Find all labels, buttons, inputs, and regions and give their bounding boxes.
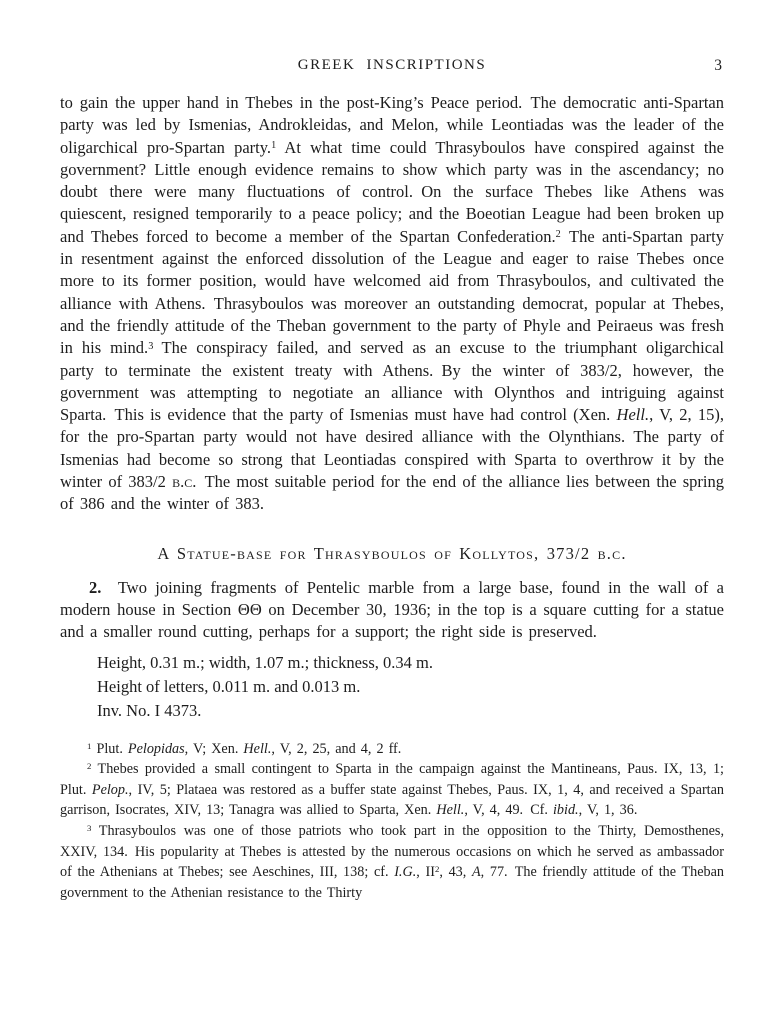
- footnote-3: $^3$ Thrasyboulos was one of those patriots who took part in the opposition to the Thirty, Demosthenes, XXIV, 134. His popularity at Thebes is attested by the numerous occasions on which he served as ambassador of the Athenians at Thebes; see Aeschines, III, 138; cf. I.G., $II^2$, 43, A, 77. The friendly attitude of the Theban government to the Athenian resistance to the Thirty: [60, 822, 725, 901]
- measurement-line-inventory-number: Inv. No. I 4373.: [97, 700, 202, 720]
- section-heading: A Statue-base for Thrasyboulos of Kollytos, 373/2 b.c.: [157, 543, 627, 563]
- page-title: GREEK INSCRIPTIONS: [297, 57, 487, 73]
- measurement-line-letter-height: Height of letters, 0.011 m. and 0.013 m.: [97, 676, 361, 696]
- running-head: [60, 57, 724, 77]
- footnote-2: $^2$ Thebes provided a small contingent to Sparta in the campaign against the Mantineans, Paus. IX, 13, 1; Plut. Pelop., IV, 5; Plataea was restored as a buffer state against Thebes, Paus. IX, 1, 4, and received a Spartan garrison, Isocrates, XIV, 13; Tanagra was allied to Sparta, Xen. Hell., V, 4, 49. Cf. ibid., V, 1, 36.: [60, 761, 724, 819]
- paragraph-description: 2. Two joining fragments of Pentelic marble from a large base, found in the wall of a modern house in Section ΘΘ on December 30, 1936; in the top is a square cutting for a statue and a smaller round cutting, perhaps for a support; the right side is preserved.: [60, 577, 724, 642]
- measurements-block: [97, 651, 724, 723]
- footnote-1: $^1$ Plut. Pelopidas, V; Xen. Hell., V, 2, 25, and 4, 2 ff.: [87, 740, 402, 757]
- measurement-line-dimensions: Height, 0.31 m.; width, 1.07 m.; thickness, 0.34 m.: [97, 652, 433, 672]
- page-number: 3: [714, 57, 722, 74]
- footnotes: [60, 739, 724, 904]
- paragraph-intro: to gain the upper hand in Thebes in the post-King’s Peace period. The democratic anti-Spartan party was led by Ismenias, Androkleidas, and Melon, while Leontiadas was the leader of the oligarchical pro-Spartan party.$^1$ At what time could Thrasyboulos have conspired against the government? Little enough evidence remains to show which party was in the ascendancy; no doubt there were many fluctuations of control. On the surface Thebes like Athens was quiescent, resigned temporarily to a peace policy; and the Boeotian League had been broken up and Thebes forced to become a member of the Spartan Confederation.$^2$ The anti-Spartan party in resentment against the enforced dissolution of the League and eager to raise Thebes once more to its former position, would have welcomed aid from Thrasyboulos, and cultivated the alliance with Athens. Thrasyboulos was moreover an outstanding democrat, popular at Thebes, and the friendly attitude of the Theban government to the party of Phyle and Peiraeus was fresh in his mind.$^3$ The conspiracy failed, and served as an excuse to the triumphant oligarchical party to terminate the existent treaty with Athens. By the winter of 383/2, however, the government was attempting to negotiate an alliance with Olynthos and intriguing against Sparta. This is evidence that the party of Ismenias must have had control (Xen. Hell., V, 2, 15), for the pro-Spartan party would not have desired alliance with the Olynthians. The party of Ismenias had become so strong that Leontiadas conspired with Sparta to overthrow it by the winter of 383/2 b.c. The most suitable period for the end of the alliance lies between the spring of 386 and the winter of 383.: [60, 93, 724, 514]
